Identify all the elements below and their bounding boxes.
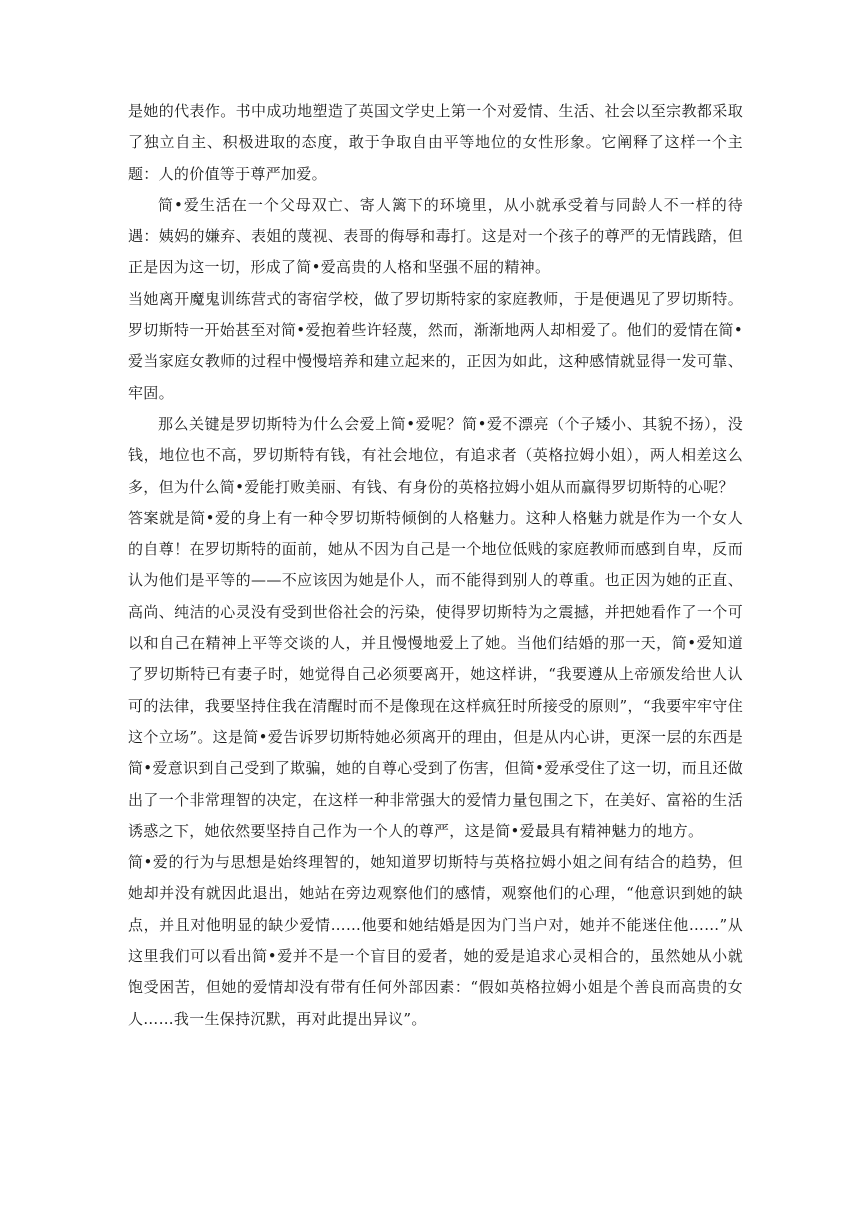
paragraph-1: 是她的代表作。书中成功地塑造了英国文学史上第一个对爱情、生活、社会以至宗教都采取了独立自主、积极进取的态度，敢于争取自由平等地位的女性形象。它阐释了这样一个主题：人的价值等于尊严加爱。 [128,102,743,183]
paragraph-3: 当她离开魔鬼训练营式的寄宿学校，做了罗切斯特家的家庭教师，于是便遇见了罗切斯特。罗切斯特一开始甚至对简•爱抱着些许轻蔑，然而，渐渐地两人却相爱了。他们的爱情在简•爱当家庭女教师的过程中慢慢培养和建立起来的，正因为如此，这种感情就显得一发可靠、牢固。 [128,289,743,402]
paragraph-4: 那么关键是罗切斯特为什么会爱上简•爱呢？简•爱不漂亮（个子矮小、其貌不扬），没钱，地位也不高，罗切斯特有钱，有社会地位，有追求者（英格拉姆小姐），两人相差这么多，但为什么简•爱能打败美丽、有钱、有身份的英格拉姆小姐从而赢得罗切斯特的心呢？ [128,414,743,496]
paragraph-2: 简•爱生活在一个父母双亡、寄人篱下的环境里，从小就承受着与同龄人不一样的待遇：姨妈的嫌弃、表姐的蔑视、表哥的侮辱和毒打。这是对一个孩子的尊严的无情践踏，但正是因为这一切，形成了简•爱高贵的人格和坚强不屈的精神。 [128,195,743,277]
document-body [128,96,743,1035]
paragraph-5: 答案就是简•爱的身上有一种令罗切斯特倾倒的人格魅力。这种人格魅力就是作为一个女人的自尊！在罗切斯特的面前，她从不因为自己是一个地位低贱的家庭教师而感到自卑，反而认为他们是平等的——不应该因为她是仆人，而不能得到别人的尊重。也正因为她的正直、高尚、纯洁的心灵没有受到世俗社会的污染，使得罗切斯特为之震撼，并把她看作了一个可以和自己在精神上平等交谈的人，并且慢慢地爱上了她。当他们结婚的那一天，简•爱知道了罗切斯特已有妻子时，她觉得自己必须要离开，她这样讲，“我要遵从上帝颁发给世人认可的法律，我要坚持住我在清醒时而不是像现在这样疯狂时所接受的原则”，“我要牢牢守住这个立场”。这是简•爱告诉罗切斯特她必须离开的理由，但是从内心讲，更深一层的东西是简•爱意识到自己受到了欺骗，她的自尊心受到了伤害，但简•爱承受住了这一切，而且还做出了一个非常理智的决定，在这样一种非常强大的爱情力量包围之下，在美好、富裕的生活诱惑之下，她依然要坚持自己作为一个人的尊严，这是简•爱最具有精神魅力的地方。 [128,508,743,840]
paragraph-6: 简•爱的行为与思想是始终理智的，她知道罗切斯特与英格拉姆小姐之间有结合的趋势，但她却并没有就因此退出，她站在旁边观察他们的感情，观察他们的心理，“他意识到她的缺点，并且对他明显的缺少爱情……他要和她结婚是因为门当户对，她并不能迷住他……”从这里我们可以看出简•爱并不是一个盲目的爱者，她的爱是追求心灵相合的，虽然她从小就饱受困苦，但她的爱情却没有带有任何外部因素：“假如英格拉姆小姐是个善良而高贵的女人……我一生保持沉默，再对此提出异议”。 [128,853,743,1028]
